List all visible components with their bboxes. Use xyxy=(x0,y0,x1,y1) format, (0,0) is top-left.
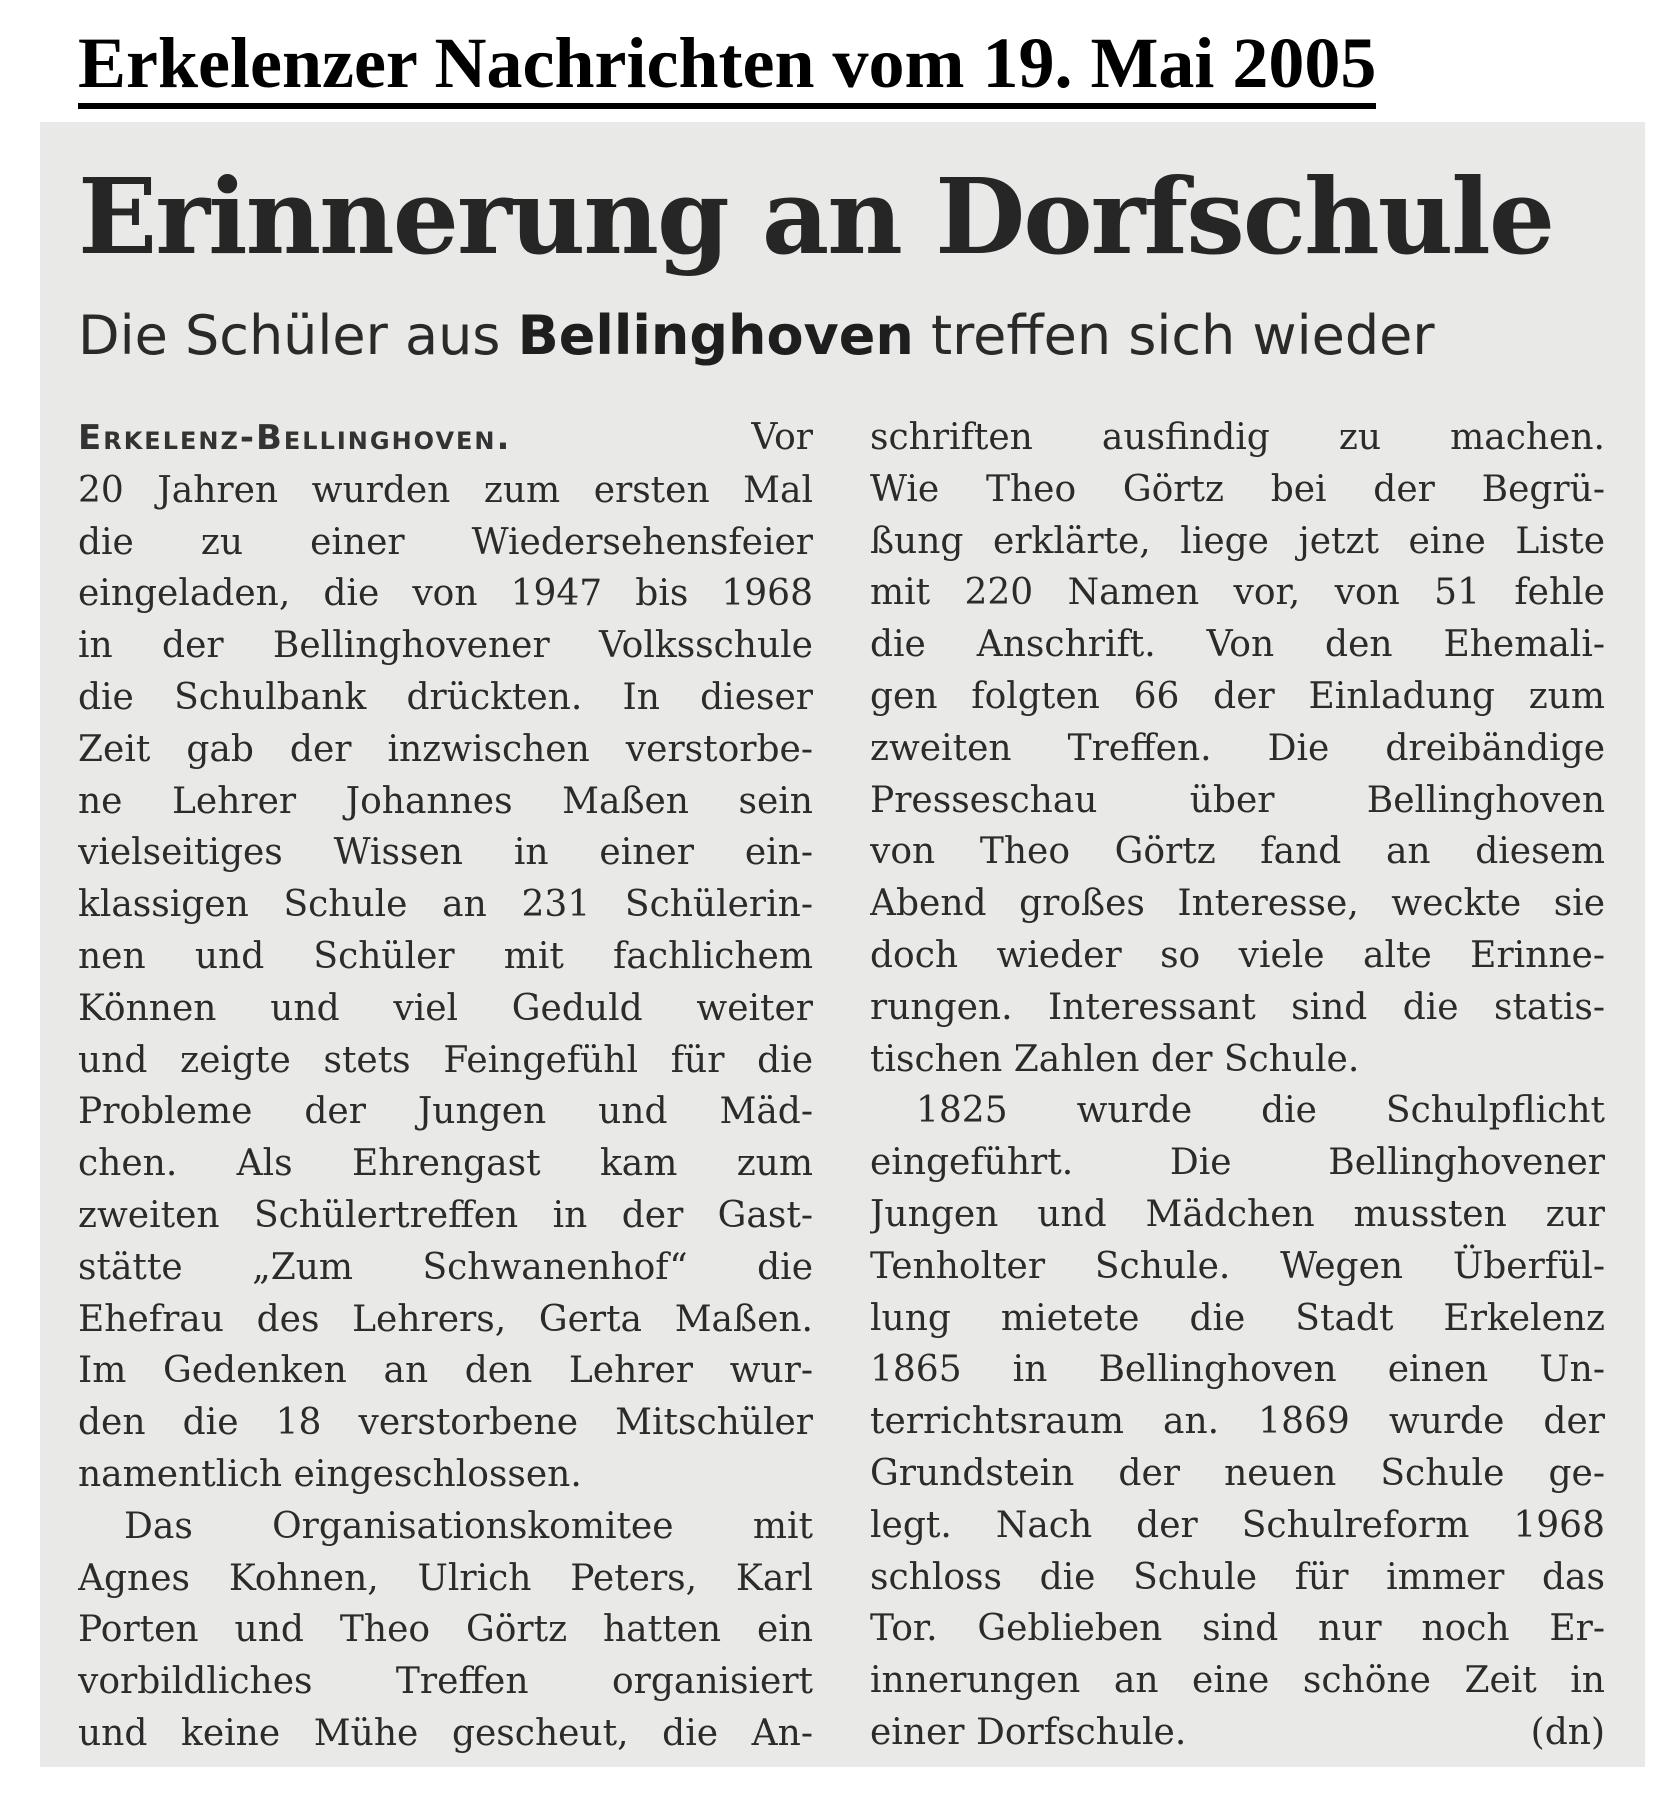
article-line: nen und Schüler mit fachlichem xyxy=(78,935,813,977)
article-line: zweiten Schülertreffen in der Gast- xyxy=(78,1194,813,1236)
article-line: klassigen Schule an 231 Schülerin- xyxy=(78,884,813,926)
article-line: schriften ausfindig zu machen. xyxy=(870,417,1605,458)
article-line: von Theo Görtz fand an diesem xyxy=(870,831,1605,873)
article-line: und zeigte stets Feingefühl für die xyxy=(78,1039,813,1081)
article-line: terrichtsraum an. 1869 wurde der xyxy=(870,1401,1605,1443)
article-line: Presseschau über Bellinghoven xyxy=(870,779,1605,821)
article-line: Grundstein der neuen Schule ge- xyxy=(870,1452,1605,1494)
article-line: lung mietete die Stadt Erkelenz xyxy=(870,1297,1605,1339)
article-line: doch wieder so viele alte Erinne- xyxy=(870,934,1605,976)
article-line-start: Vor xyxy=(751,417,813,458)
article-dateline: Erkelenz-Bellinghoven. xyxy=(78,418,512,458)
source-title-text: Erkelenzer Nachrichten vom 19. Mai 2005 xyxy=(78,23,1376,109)
article-line: 1825 wurde die Schulpflicht xyxy=(916,1090,1605,1132)
article-line: eingeladen, die von 1947 bis 1968 xyxy=(78,573,813,615)
article-line: Jungen und Mädchen mussten zur xyxy=(870,1193,1605,1235)
article-line: Ehefrau des Lehrers, Gerta Maßen. xyxy=(78,1298,813,1340)
source-title xyxy=(78,20,1598,106)
subhead-pre: Die Schüler aus xyxy=(78,304,518,367)
article-line: den die 18 verstorbene Mitschüler xyxy=(78,1402,813,1444)
article-line: innerungen an eine schöne Zeit in xyxy=(870,1660,1605,1702)
article-line: chen. Als Ehrengast kam zum xyxy=(78,1143,813,1185)
article-line: Tenholter Schule. Wegen Überfül- xyxy=(870,1245,1605,1287)
article-line: ne Lehrer Johannes Maßen sein xyxy=(78,780,813,822)
article-line: Zeit gab der inzwischen verstorbe- xyxy=(78,728,813,770)
article-line: namentlich eingeschlossen. xyxy=(78,1453,582,1495)
article-subhead xyxy=(78,298,1618,374)
article-headline: Erinnerung an Dorfschule xyxy=(78,155,1553,278)
article-first-line xyxy=(78,412,813,465)
article-line: rungen. Interessant sind die statis- xyxy=(870,986,1605,1028)
article-line: einer Dorfschule. xyxy=(870,1711,1187,1753)
article-line: 1865 in Bellinghoven einen Un- xyxy=(870,1349,1605,1391)
article-line: die zu einer Wiedersehensfeier xyxy=(78,521,813,563)
article-line: legt. Nach der Schulreform 1968 xyxy=(870,1504,1605,1546)
article-line: die Anschrift. Von den Ehemali- xyxy=(870,624,1605,666)
article-line: ßung erklärte, liege jetzt eine Liste xyxy=(870,520,1605,562)
article-line: vielseitiges Wissen in einer ein- xyxy=(78,832,813,874)
article-line: die Schulbank drückten. In dieser xyxy=(78,676,813,718)
article-line: zweiten Treffen. Die dreibändige xyxy=(870,727,1605,769)
newspaper-clipping xyxy=(40,122,1645,1767)
article-line: Agnes Kohnen, Ulrich Peters, Karl xyxy=(78,1557,813,1599)
article-column-left xyxy=(78,412,813,1760)
article-line: 20 Jahren wurden zum ersten Mal xyxy=(78,469,813,511)
article-line: Im Gedenken an den Lehrer wur- xyxy=(78,1350,813,1392)
article-line: Probleme der Jungen und Mäd- xyxy=(78,1091,813,1133)
article-line: mit 220 Namen vor, von 51 fehle xyxy=(870,572,1605,614)
article-line: und keine Mühe gescheut, die An- xyxy=(78,1712,813,1754)
article-line: Wie Theo Görtz bei der Begrü- xyxy=(870,468,1605,510)
subhead-bold: Bellinghoven xyxy=(517,304,914,367)
article-column-right xyxy=(870,412,1605,1759)
article-line: Abend großes Interesse, weckte sie xyxy=(870,883,1605,925)
article-line: in der Bellinghovener Volksschule xyxy=(78,625,813,667)
article-line: stätte „Zum Schwanenhof“ die xyxy=(78,1246,813,1288)
article-line: eingeführt. Die Bellinghovener xyxy=(870,1142,1605,1184)
article-line: Porten und Theo Görtz hatten ein xyxy=(78,1609,813,1651)
article-line: Tor. Geblieben sind nur noch Er- xyxy=(870,1608,1605,1650)
article-line: Das Organisationskomitee mit xyxy=(124,1505,813,1547)
article-line: tischen Zahlen der Schule. xyxy=(870,1038,1360,1080)
subhead-post: treffen sich wieder xyxy=(913,304,1435,367)
article-line: gen folgten 66 der Einladung zum xyxy=(870,675,1605,717)
article-line: schloss die Schule für immer das xyxy=(870,1556,1605,1598)
article-line: vorbildliches Treffen organisiert xyxy=(78,1661,813,1703)
article-line: Können und viel Geduld weiter xyxy=(78,987,813,1029)
author-credit: (dn) xyxy=(1530,1711,1605,1753)
article-last-line xyxy=(870,1707,1605,1759)
